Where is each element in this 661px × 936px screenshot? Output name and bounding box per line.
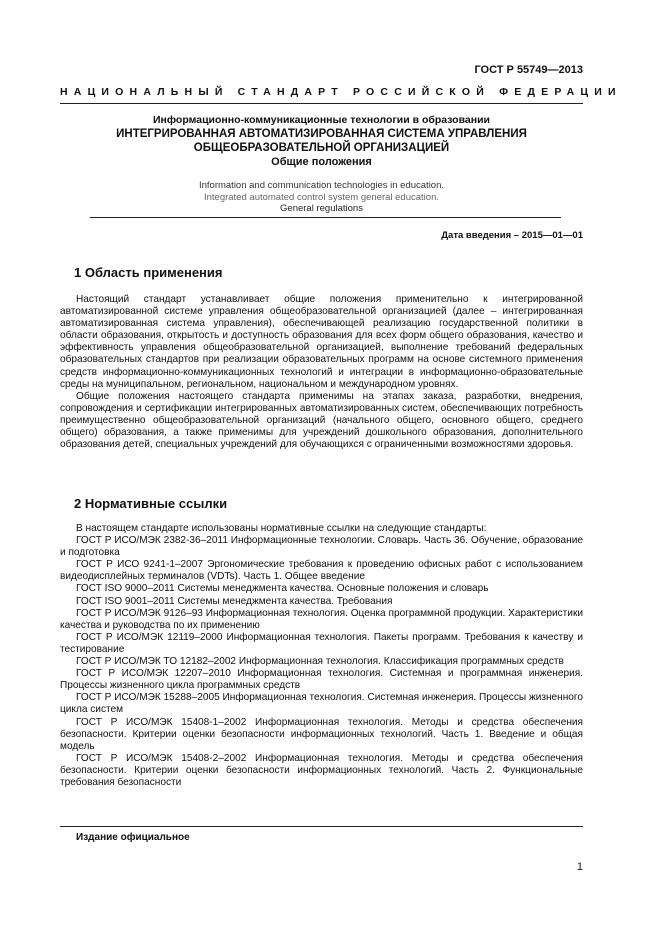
- title-line-2: ИНТЕГРИРОВАННАЯ АВТОМАТИЗИРОВАННАЯ СИСТЕМА УПРАВЛЕНИЯ: [116, 128, 527, 140]
- section-1-body: [60, 294, 583, 451]
- reference-item: ГОСТ Р ИСО/МЭК 12207–2010 Информационная технология. Системная и программная инженерия. Процессы жизненного цикла программных средств: [60, 668, 583, 692]
- reference-item: ГОСТ Р ИСО/МЭК 12119–2000 Информационная технология. Пакеты программ. Требования к качеству и тестирование: [60, 631, 583, 655]
- introduction-date: Дата введения – 2015—01—01: [441, 230, 583, 241]
- reference-item: ГОСТ Р ИСО 9241-1–2007 Эргономические требования к проведению офисных работ с использованием видеодисплейных терминалов (VDTs). Часть 1. Общее введение: [60, 559, 583, 583]
- reference-item: ГОСТ Р ИСО/МЭК 15408-1–2002 Информационная технология. Методы и средства обеспечения безопасности. Критерии оценки безопасности информационных технологий. Часть 1. Введение и общая модель: [60, 716, 583, 752]
- footer-divider: [60, 826, 583, 827]
- title-line-3: ОБЩЕОБРАЗОВАТЕЛЬНОЙ ОРГАНИЗАЦИЕЙ: [193, 142, 450, 154]
- english-title-line-2: Integrated automated control system general education.: [203, 191, 439, 203]
- title-line-4: Общие положения: [271, 156, 372, 168]
- reference-item: ГОСТ ISO 9000–2011 Системы менеджмента качества. Основные положения и словарь: [76, 583, 489, 595]
- english-title-line-1: Information and communication technologies in education.: [198, 180, 445, 191]
- title-divider: [90, 217, 561, 218]
- reference-item: В настоящем стандарте использованы нормативные ссылки на следующие стандарты:: [76, 523, 487, 534]
- section-2-body: [60, 523, 583, 789]
- english-title-line-3: General regulations: [280, 203, 363, 214]
- english-title-block: [60, 180, 583, 215]
- reference-item: ГОСТ ISO 9001–2011 Системы менеджмента качества. Требования: [76, 595, 393, 607]
- reference-item: ГОСТ Р ИСО/МЭК 9126–93 Информационная технология. Оценка программной продукции. Характеристики качества и руководства по их применению: [60, 607, 583, 631]
- page-number: 1: [576, 861, 583, 873]
- reference-item: ГОСТ Р ИСО/МЭК 2382-36–2011 Информационные технологии. Словарь. Часть 36. Обучение, образование и подготовка: [60, 535, 583, 559]
- document-number: ГОСТ Р 55749—2013: [474, 64, 583, 76]
- reference-item: ГОСТ Р ИСО/МЭК 15408-2–2002 Информационная технология. Методы и средства обеспечения безопасности. Критерии оценки безопасности информационных технологий. Часть 2. Функциональные требования безопасности: [60, 752, 583, 788]
- reference-item: ГОСТ Р ИСО/МЭК ТО 12182–2002 Информационная технология. Классификация программных средств: [76, 656, 564, 668]
- section-2-heading: 2 Нормативные ссылки: [74, 496, 228, 511]
- national-standard-heading: НАЦИОНАЛЬНЫЙ СТАНДАРТ РОССИЙСКОЙ ФЕДЕРАЦИИ: [60, 86, 622, 98]
- official-edition-label: Издание официальное: [76, 832, 190, 843]
- section-1-heading: 1 Область применения: [74, 265, 223, 280]
- section-1-paragraph-2: Общие положения настоящего стандарта применимы на этапах заказа, разработки, внедрения, сопровождения и сертификации интегрированных автоматизированных систем, обеспечивающих потребность преимущественно общеобразовательной организаций (начального общего, основного общего, среднего общего) образования, а также применимы для учреждений дошкольного образования, дополнительного образования детей, специальных учреждений для обучающихся с ограниченными возможностями здоровья.: [60, 390, 583, 451]
- title-line-1: Информационно-коммуникационные технологии в образовании: [152, 114, 491, 126]
- reference-item: ГОСТ Р ИСО/МЭК 15288–2005 Информационная технология. Системная инженерия. Процессы жизненного цикла систем: [60, 692, 583, 716]
- section-1-paragraph-1: Настоящий стандарт устанавливает общие положения применительно к интегрированной автоматизированной системе управления общеобразовательной организацией (далее – интегрированная автоматизированная система управления), обеспечивающей реализацию государственной политики в области образования, открытость и доступность образования для всех форм общего образования, качество и эффективность управления общеобразовательной организацией, выполнение требований федеральных образовательных стандартов при реализации образовательных программ на основе системного применения средств информационно-коммуникационных технологий и интеграции в информационно-образовательные среды на муниципальном, региональном, национальном и международном уровнях.: [60, 294, 583, 390]
- title-block: [60, 114, 583, 169]
- header-divider: [60, 103, 583, 104]
